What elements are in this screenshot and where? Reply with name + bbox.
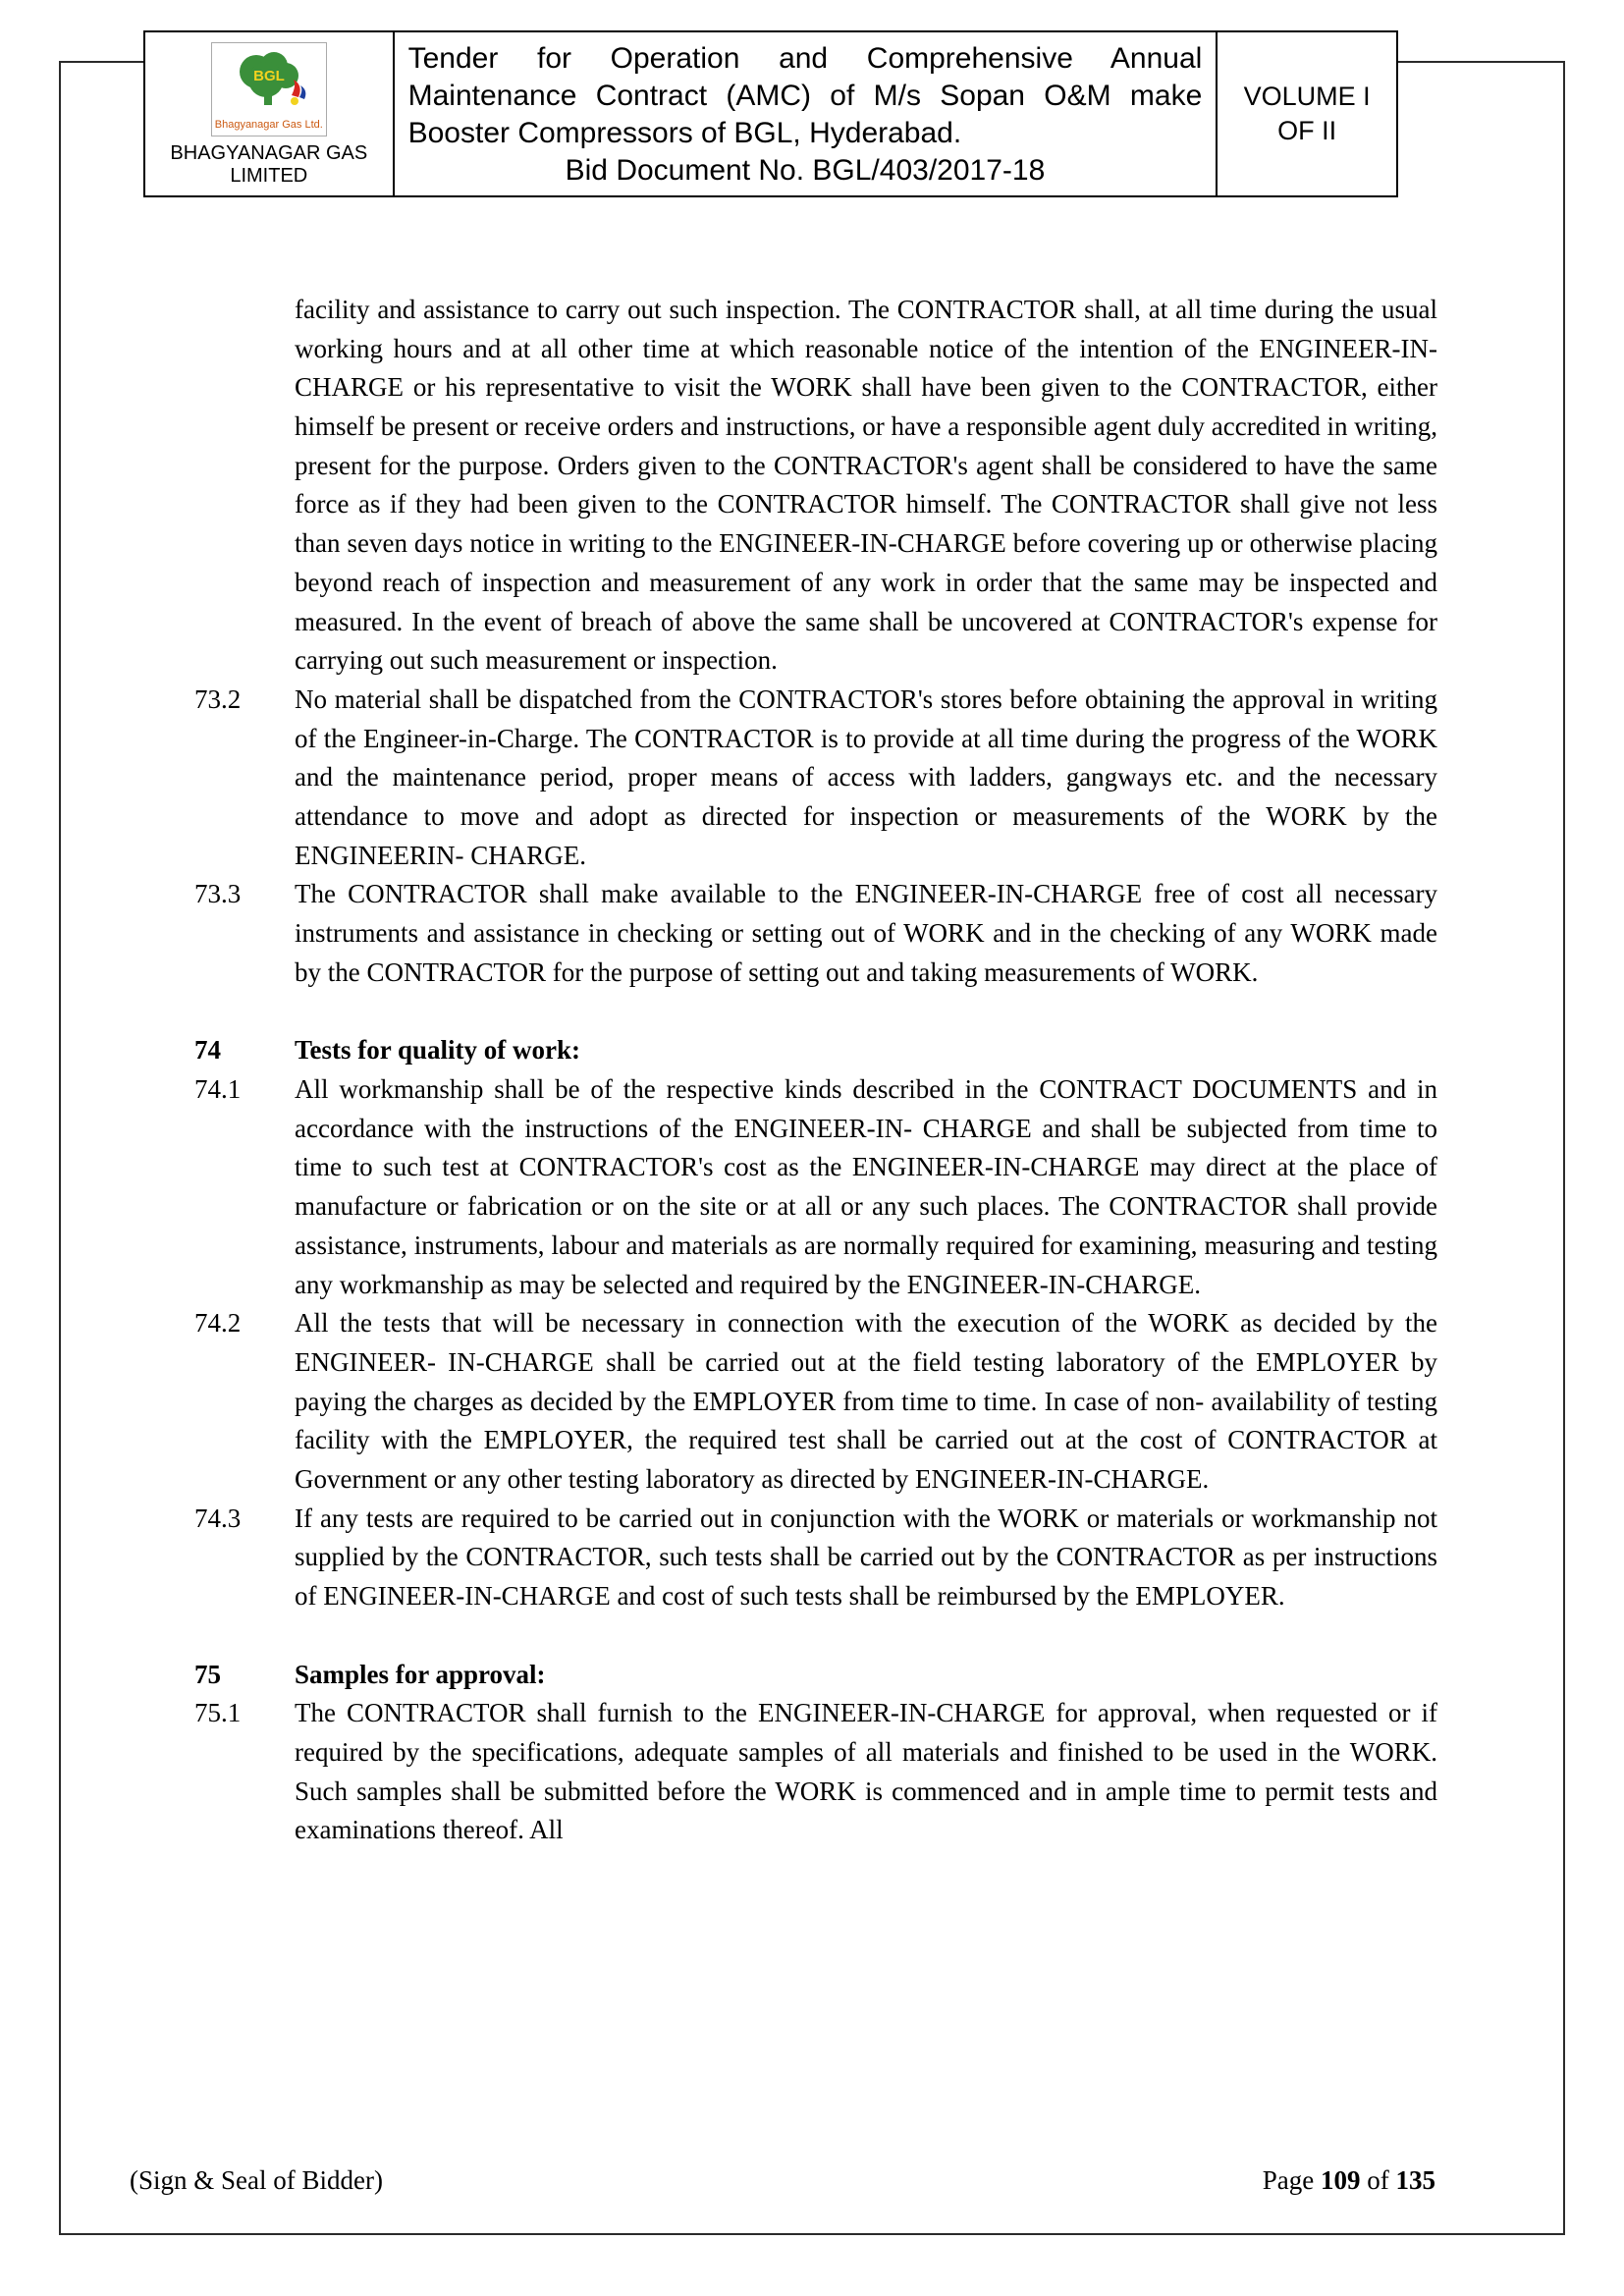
clause-number: 73.3 (194, 879, 242, 909)
clause-text: All the tests that will be necessary in connection with the execution of the WORK as decided by the ENGINEER- IN-CHARGE shall be carried out at the field testing laboratory of the EMPLOYER by paying the charges as decided by the EMPLOYER from time to time. In case of non- availability of testing facility with the EMPLOYER, the required test shall be carried out at the cost of CONTRACTOR at Government or any other testing laboratory as directed by ENGINEER-IN-CHARGE. (295, 1308, 1437, 1494)
paragraph-75-1 (194, 1694, 1437, 1850)
clause-number: 75.1 (194, 1698, 242, 1728)
header-table (143, 30, 1398, 197)
paragraph-73-2 (194, 681, 1437, 875)
page-number-current: 109 (1321, 2165, 1361, 2195)
volume-cell (1218, 32, 1396, 195)
section-heading-74 (194, 1031, 1437, 1070)
clause-text: facility and assistance to carry out such inspection. The CONTRACTOR shall, at all time during the usual working hours and at all other time at which reasonable notice of the intention of the ENGINEER-IN- CHARGE or his representative to visit the WORK shall have been given to the CONTRACTOR, either himself be present or receive orders and instructions, or have a responsible agent duly accredited in writing, present for the purpose. Orders given to the CONTRACTOR's agent shall be considered to have the same force as if they had been given to the CONTRACTOR himself. The CONTRACTOR shall give not less than seven days notice in writing to the ENGINEER-IN-CHARGE before covering up or otherwise placing beyond reach of inspection and measurement of any work in order that the same may be inspected and measured. In the event of breach of above the same shall be uncovered at CONTRACTOR's expense for carrying out such measurement or inspection. (295, 295, 1437, 676)
section-title: Tests for quality of work: (295, 1035, 581, 1066)
paragraph-74-2 (194, 1304, 1437, 1499)
company-name (170, 142, 367, 188)
clause-number: 74.3 (194, 1503, 242, 1533)
section-number: 75 (194, 1659, 221, 1689)
page-of-word: of (1367, 2165, 1389, 2195)
paragraph-74-3 (194, 1500, 1437, 1616)
volume-line1: VOLUME I (1243, 82, 1371, 112)
logo-brand-text: Bhagyanagar Gas Ltd. (214, 119, 323, 132)
page-footer (130, 2165, 1435, 2196)
volume-line2: OF II (1277, 116, 1337, 146)
paragraph-74-1 (194, 1070, 1437, 1304)
page-number-total: 135 (1395, 2165, 1435, 2195)
svg-text:BGL: BGL (252, 68, 285, 85)
clause-text: If any tests are required to be carried out in conjunction with the WORK or materials or workmanship not supplied by the CONTRACTOR, such tests shall be carried out by the CONTRACTOR as per instructions of ENGINEER-IN-CHARGE and cost of such tests shall be reimbursed by the EMPLOYER. (295, 1503, 1437, 1611)
section-title: Samples for approval: (295, 1659, 546, 1689)
paragraph-73-3 (194, 875, 1437, 992)
company-name-line2: LIMITED (230, 165, 308, 188)
clause-text: The CONTRACTOR shall make available to the ENGINEER-IN-CHARGE free of cost all necessary instruments and assistance in checking or setting out of WORK and in the checking of any WORK made by the CONTRACTOR for the purpose of setting out and taking measurements of WORK. (295, 879, 1437, 987)
clause-text: The CONTRACTOR shall furnish to the ENGINEER-IN-CHARGE for approval, when requested or if required by the specifications, adequate samples of all materials and finished to be used in the WORK. Such samples shall be submitted before the WORK is commenced and in ample time to permit tests and examinations thereof. All (295, 1698, 1437, 1845)
paragraph-continuation (194, 291, 1437, 681)
bid-document-number: Bid Document No. BGL/403/2017-18 (565, 154, 1046, 188)
bgl-logo-icon (215, 48, 323, 117)
logo-cell (145, 32, 395, 195)
tender-title: Tender for Operation and Comprehensive Annual Maintenance Contract (AMC) of M/s Sopan O&M make Booster Compressors of BGL, Hyderabad. (407, 42, 1203, 150)
clause-number: 74.1 (194, 1074, 242, 1105)
company-logo (211, 42, 327, 137)
document-body (194, 291, 1437, 1850)
clause-number (194, 291, 295, 681)
page-indicator (1263, 2165, 1435, 2196)
sign-seal-note: (Sign & Seal of Bidder) (130, 2165, 383, 2195)
page-word: Page (1262, 2165, 1315, 2195)
title-cell (395, 32, 1218, 195)
company-name-line1: BHAGYANAGAR GAS (170, 142, 368, 165)
clause-text: No material shall be dispatched from the CONTRACTOR's stores before obtaining the approval in writing of the Engineer-in-Charge. The CONTRACTOR is to provide at all time during the progress of the WORK and the maintenance period, proper means of access with ladders, gangways etc. and the necessary attendance to move and adopt as directed for inspection or measurements of the WORK by the ENGINEERIN- CHARGE. (295, 683, 1437, 870)
section-number: 74 (194, 1035, 221, 1066)
section-heading-75 (194, 1656, 1437, 1695)
clause-number: 73.2 (194, 683, 242, 714)
clause-text: All workmanship shall be of the respective kinds described in the CONTRACT DOCUMENTS and in accordance with the instructions of the ENGINEER-IN- CHARGE and shall be subjected from time to time to such test at CONTRACTOR's cost as the ENGINEER-IN-CHARGE may direct at the place of manufacture or fabrication or on the site or at all or any such places. The CONTRACTOR shall provide assistance, instruments, labour and materials as are normally required for examining, measuring and testing any workmanship as may be selected and required by the ENGINEER-IN-CHARGE. (295, 1074, 1437, 1299)
clause-number: 74.2 (194, 1308, 242, 1339)
